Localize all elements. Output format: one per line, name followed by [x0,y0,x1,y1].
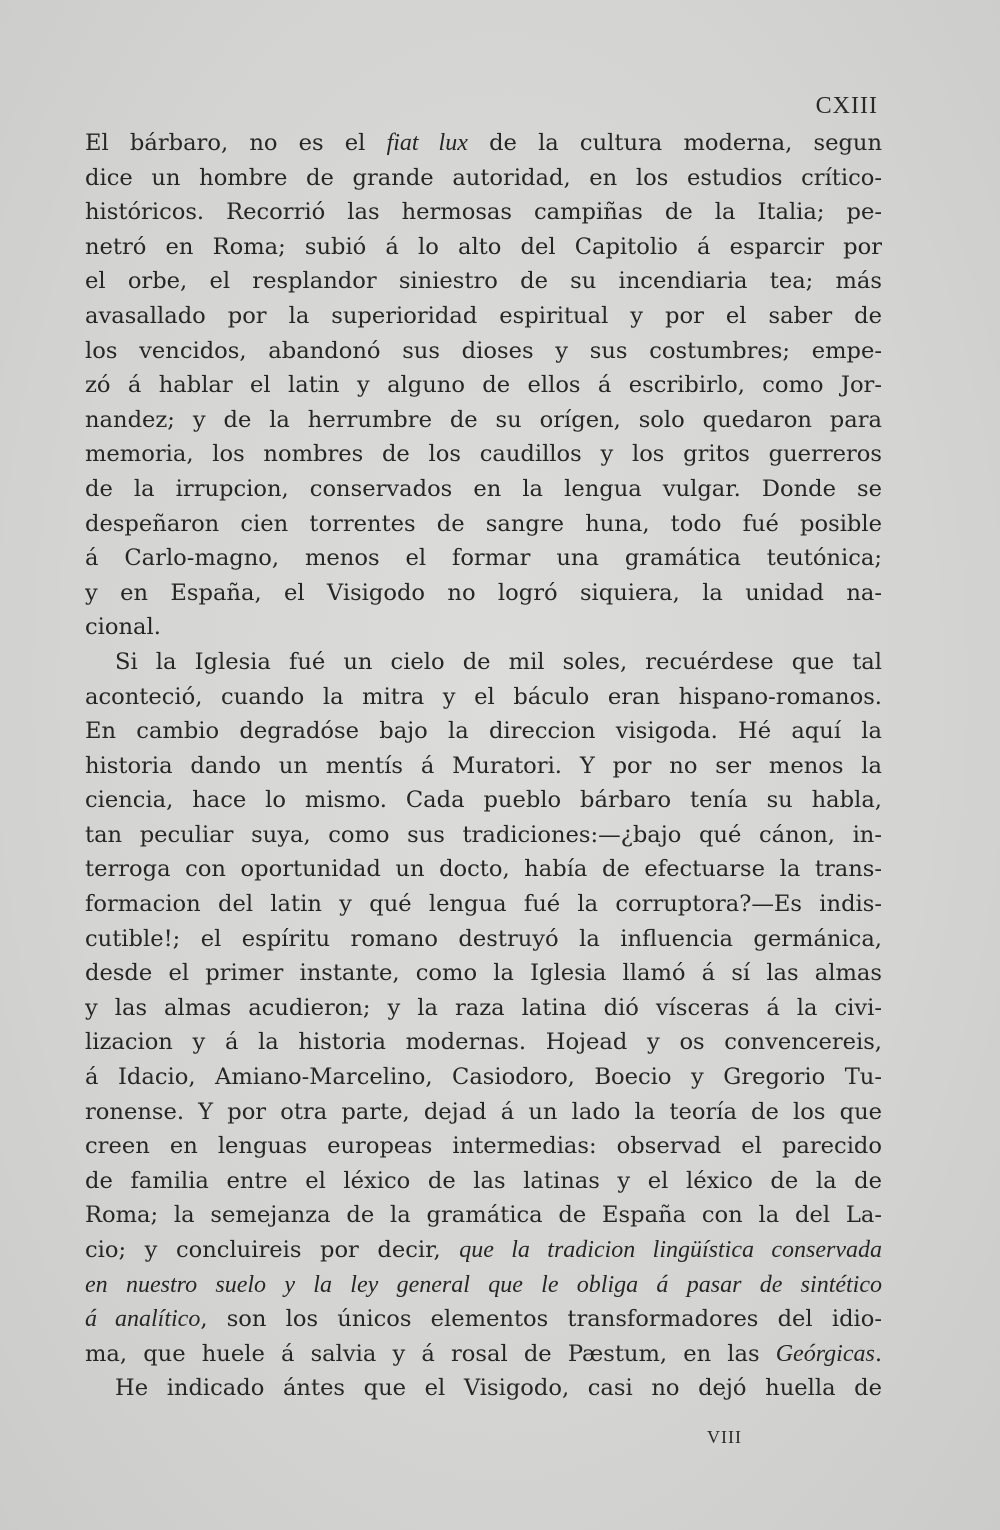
text-segment: aconteció, cuando la mitra y el báculo eran hispano-romanos. [85,683,882,710]
text-line [85,680,882,715]
text-segment: El bárbaro, no es el [85,130,387,156]
text-segment: formacion del latin y qué lengua fué la corruptora?—Es indis- [85,891,882,918]
text-line [85,749,882,784]
italic-text: á analítico [85,1306,201,1333]
text-line [85,1060,882,1095]
text-segment: nandez; y de la herrumbre de su orígen, solo quedaron para [85,406,882,433]
text-line [85,922,882,957]
text-line [85,1164,882,1199]
text-line [85,1302,882,1337]
text-segment: En cambio degradóse bajo la direccion visigoda. Hé aquí la [85,718,882,745]
text-segment: He indicado ántes que el Visigodo, casi no dejó huella de [115,1375,882,1402]
text-line [85,610,882,645]
text-segment: Si la Iglesia fué un cielo de mil soles, recuérdese que tal [115,648,882,675]
text-line [85,1371,882,1406]
text-line [85,403,882,438]
text-line [85,1337,882,1372]
text-line [85,887,882,922]
text-line [85,1095,882,1130]
text-segment: á Carlo-magno, menos el formar una gramática teutónica; [85,545,882,572]
text-segment: terroga con oportunidad un docto, había de efectuarse la trans- [85,856,882,883]
text-segment: los vencidos, abandonó sus dioses y sus costumbres; empe- [85,337,882,364]
text-segment: Roma; la semejanza de la gramática de España con la del La- [85,1202,882,1229]
text-line [85,852,882,887]
text-line [85,368,882,403]
text-line [85,126,882,161]
text-line [85,334,882,369]
page-number: CXIII [815,93,878,119]
text-segment: avasallado por la superioridad espiritual y por el saber de [85,302,882,329]
text-segment: de familia entre el léxico de las latinas y el léxico de la de [85,1167,882,1194]
text-segment: y en España, el Visigodo no logró siquiera, la unidad na- [85,579,882,606]
text-line [85,1129,882,1164]
text-segment: cutible!; el espíritu romano destruyó la influencia germánica, [85,925,882,952]
text-line [85,437,882,472]
text-segment: netró en Roma; subió á lo alto del Capitolio á esparcir por [85,233,882,260]
text-segment: despeñaron cien torrentes de sangre huna, todo fué posible [85,510,882,537]
text-segment: cio; y concluireis por decir, [85,1237,460,1263]
text-line [85,507,882,542]
text-segment: de la irrupcion, conservados en la lengua vulgar. Donde se [85,475,882,502]
text-line [85,472,882,507]
text-segment: creen en lenguas europeas intermedias: observad el parecido [85,1133,882,1160]
text-segment: á Idacio, Amiano-Marcelino, Casiodoro, Boecio y Gregorio Tu- [85,1064,882,1091]
text-line [85,956,882,991]
text-line [85,299,882,334]
italic-text: que la tradicion lingüística conservada [459,1237,882,1263]
text-line [85,195,882,230]
text-line [85,991,882,1026]
text-line [85,264,882,299]
text-line [85,714,882,749]
text-line [85,576,882,611]
text-segment: y las almas acudieron; y la raza latina dió vísceras á la civi- [85,994,882,1021]
text-segment: ronense. Y por otra parte, dejad á un lado la teoría de los que [85,1098,882,1125]
text-segment: dice un hombre de grande autoridad, en los estudios crítico- [85,164,882,191]
text-line [85,1233,882,1268]
text-segment: . [874,1340,882,1367]
text-line [85,645,882,680]
italic-text: fiat lux [386,130,468,156]
text-line [85,1268,882,1303]
text-line [85,541,882,576]
text-segment: cional. [85,614,161,641]
text-segment: , son los únicos elementos transformadores del idio- [200,1306,882,1333]
text-segment: memoria, los nombres de los caudillos y los gritos guerreros [85,441,882,468]
text-line [85,1198,882,1233]
text-segment: históricos. Recorrió las hermosas campiñas de la Italia; pe- [85,199,882,226]
text-segment: ma, que huele á salvia y á rosal de Pæstum, en las [85,1340,776,1367]
text-segment: zó á hablar el latin y alguno de ellos á escribirlo, como Jor- [85,372,882,399]
italic-text: Geórgicas [775,1340,875,1367]
text-line [85,161,882,196]
text-segment: el orbe, el resplandor siniestro de su incendiaria tea; más [85,268,882,295]
text-line [85,230,882,265]
text-segment: de la cultura moderna, segun [467,130,882,156]
body-text [85,126,882,1406]
text-segment: desde el primer instante, como la Iglesia llamó á sí las almas [85,960,882,987]
text-segment: lizacion y á la historia modernas. Hojead y os convencereis, [85,1029,882,1056]
text-segment: ciencia, hace lo mismo. Cada pueblo bárbaro tenía su habla, [85,787,882,814]
text-line [85,1025,882,1060]
text-segment: historia dando un mentís á Muratori. Y por no ser menos la [85,752,882,779]
text-line [85,783,882,818]
italic-text: en nuestro suelo y la ley general que le obliga á pasar de sintético [85,1271,882,1298]
text-line [85,818,882,853]
signature-mark: VIII [707,1427,742,1447]
text-segment: tan peculiar suya, como sus tradiciones:—¿bajo qué cánon, in- [85,821,882,848]
